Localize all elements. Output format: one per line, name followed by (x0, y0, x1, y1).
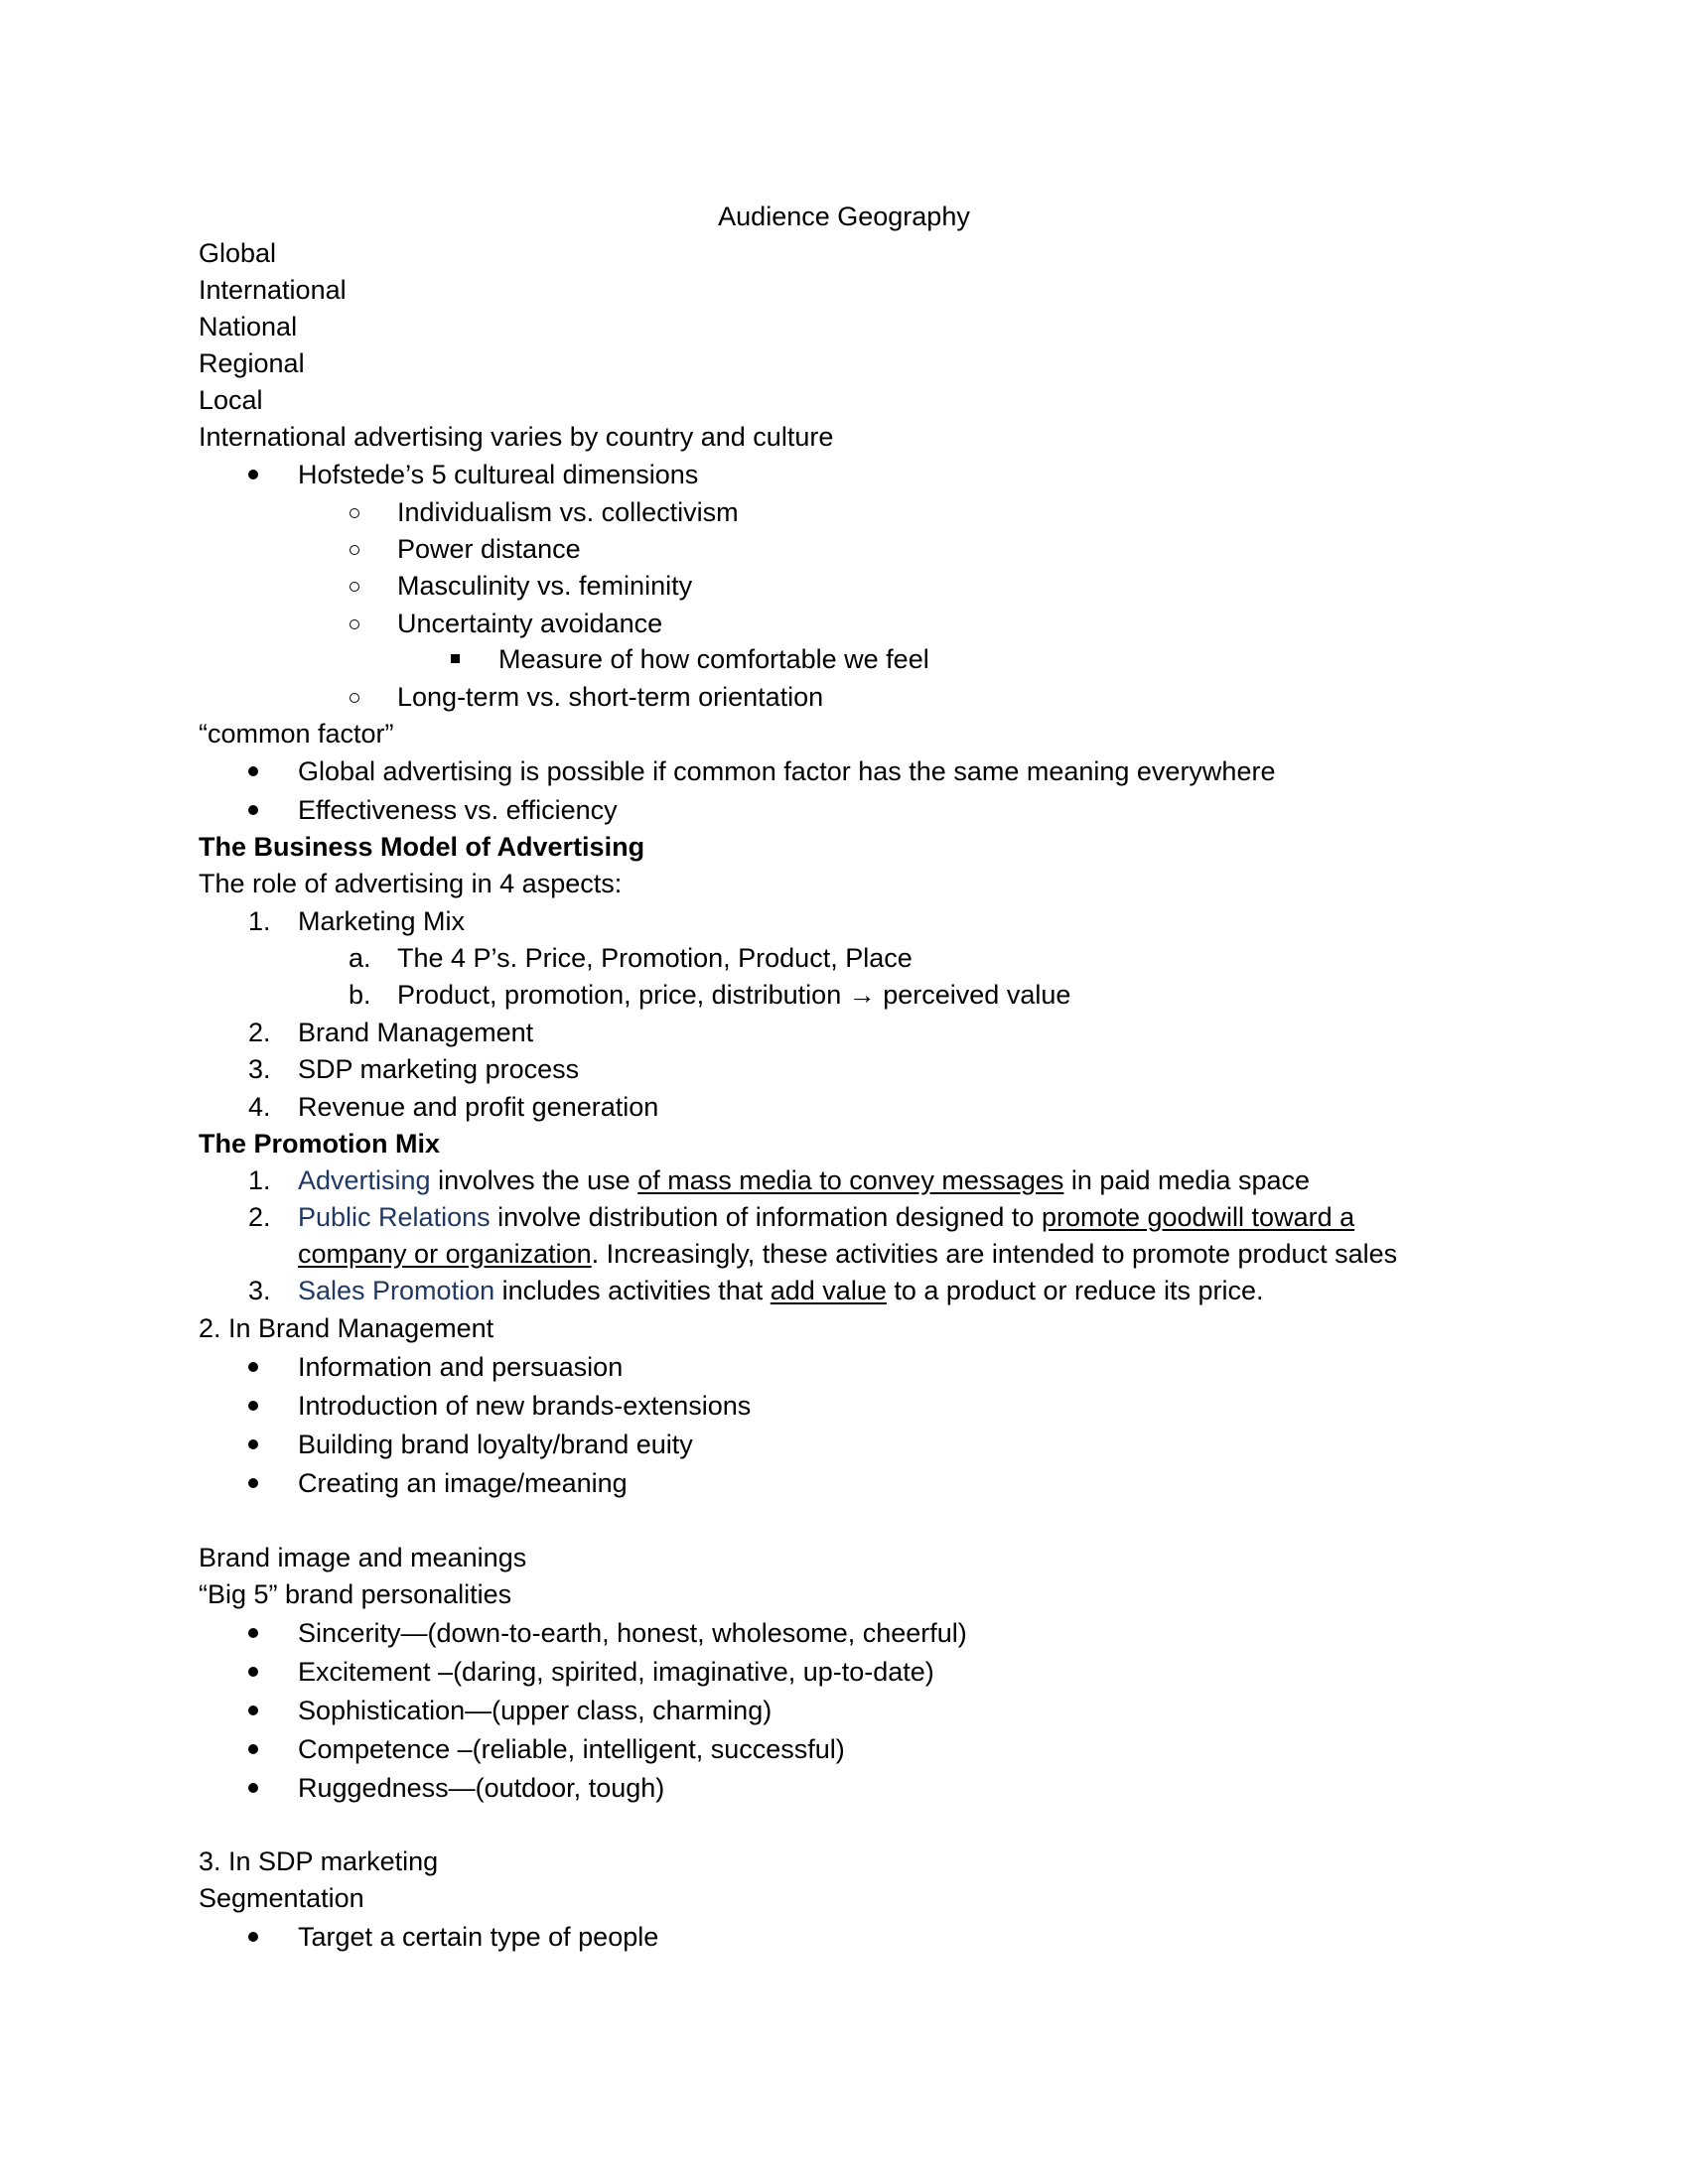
list-marker: 2. (248, 1018, 271, 1047)
business-model-item-1: Marketing Mix (298, 906, 466, 936)
list-marker: 3. (248, 1276, 271, 1305)
bullet-disc-icon (248, 1706, 258, 1715)
big5-bullet-2: Excitement –(daring, spirited, imaginative, up-to-date) (298, 1657, 934, 1687)
brand-mgmt-bullet-1: Information and persuasion (298, 1352, 624, 1382)
sub-b-text: Product, promotion, price, distribution (397, 980, 842, 1010)
bullet-disc-icon (248, 470, 258, 479)
promotion-item-pr-line2 (298, 1236, 1397, 1272)
geo-level-global: Global (199, 238, 277, 268)
segmentation-label: Segmentation (199, 1883, 364, 1913)
text-segment: involve distribution of information designed to (490, 1202, 1042, 1232)
hofstede-dim-3: Masculinity vs. femininity (397, 571, 693, 601)
list-marker: 2. (248, 1202, 271, 1232)
brand-mgmt-bullet-3: Building brand loyalty/brand euity (298, 1430, 693, 1459)
text-segment: involves the use (430, 1165, 638, 1195)
bullet-disc-icon (248, 1628, 258, 1638)
marketing-mix-sub-a: The 4 P’s. Price, Promotion, Product, Place (397, 943, 913, 973)
list-marker: 1. (248, 906, 271, 936)
bullet-disc-icon (248, 1667, 258, 1677)
text-segment: includes activities that (494, 1276, 771, 1305)
business-model-item-2: Brand Management (298, 1018, 534, 1047)
bullet-circle-icon (350, 693, 359, 703)
hofstede-label: Hofstede’s 5 cultureal dimensions (298, 460, 699, 489)
brand-image-heading: Brand image and meanings (199, 1543, 527, 1572)
underlined-segment: company or organization (298, 1239, 592, 1269)
list-marker: 4. (248, 1092, 271, 1122)
term-public-relations: Public Relations (298, 1202, 491, 1232)
big5-label: “Big 5” brand personalities (199, 1579, 512, 1609)
underlined-segment: add value (770, 1276, 887, 1305)
hofstede-dim-5: Long-term vs. short-term orientation (397, 682, 824, 712)
list-marker: b. (349, 980, 371, 1010)
big5-bullet-1: Sincerity—(down-to-earth, honest, wholesome, cheerful) (298, 1618, 967, 1648)
bullet-disc-icon (248, 1783, 258, 1793)
term-advertising: Advertising (298, 1165, 431, 1195)
sdp-bullet-1: Target a certain type of people (298, 1922, 659, 1952)
bullet-disc-icon (248, 1439, 258, 1449)
underlined-segment: promote goodwill toward a (1041, 1202, 1355, 1232)
promotion-item-advertising (298, 1162, 1310, 1198)
hofstede-dim-2: Power distance (397, 534, 581, 564)
term-sales-promotion: Sales Promotion (298, 1276, 495, 1305)
geo-level-local: Local (199, 385, 263, 415)
sdp-heading: 3. In SDP marketing (199, 1846, 439, 1876)
bullet-circle-icon (350, 545, 359, 555)
text-segment: in paid media space (1063, 1165, 1311, 1195)
text-segment: to a product or reduce its price. (886, 1276, 1264, 1305)
bullet-disc-icon (248, 1744, 258, 1754)
bullet-disc-icon (248, 766, 258, 776)
bullet-square-icon (451, 654, 460, 663)
business-model-heading: The Business Model of Advertising (199, 832, 645, 862)
common-factor-bullet-2: Effectiveness vs. efficiency (298, 795, 618, 825)
bullet-disc-icon (248, 1401, 258, 1411)
big5-bullet-5: Ruggedness—(outdoor, tough) (298, 1773, 665, 1803)
text-segment: . Increasingly, these activities are intended to promote product sales (591, 1239, 1398, 1269)
brand-mgmt-bullet-2: Introduction of new brands-extensions (298, 1391, 752, 1421)
bullet-disc-icon (248, 1932, 258, 1942)
promotion-item-pr-line1 (298, 1199, 1354, 1235)
underlined-segment: of mass media to convey messages (637, 1165, 1064, 1195)
brand-management-heading: 2. In Brand Management (199, 1313, 494, 1343)
geo-level-national: National (199, 312, 298, 341)
business-model-item-4: Revenue and profit generation (298, 1092, 659, 1122)
marketing-mix-sub-b (397, 977, 1070, 1013)
business-model-item-3: SDP marketing process (298, 1054, 580, 1084)
list-marker: 3. (248, 1054, 271, 1084)
geo-level-international: International (199, 275, 347, 305)
sub-b-result: perceived value (883, 980, 1071, 1010)
big5-bullet-3: Sophistication—(upper class, charming) (298, 1696, 773, 1725)
promotion-mix-heading: The Promotion Mix (199, 1129, 440, 1159)
bullet-circle-icon (350, 619, 359, 629)
uncertainty-sub: Measure of how comfortable we feel (498, 644, 929, 674)
arrow-right-icon: → (848, 980, 876, 1010)
big5-bullet-4: Competence –(reliable, intelligent, successful) (298, 1734, 845, 1764)
common-factor-label: “common factor” (199, 719, 394, 749)
geo-level-regional: Regional (199, 348, 305, 378)
bullet-disc-icon (248, 805, 258, 815)
common-factor-bullet-1: Global advertising is possible if common factor has the same meaning everywhere (298, 756, 1276, 786)
hofstede-dim-4: Uncertainty avoidance (397, 609, 663, 638)
promotion-item-sales (298, 1273, 1264, 1308)
bullet-circle-icon (350, 582, 359, 592)
list-marker: 1. (248, 1165, 271, 1195)
list-marker: a. (349, 943, 371, 973)
bullet-disc-icon (248, 1362, 258, 1372)
brand-mgmt-bullet-4: Creating an image/meaning (298, 1468, 628, 1498)
bullet-disc-icon (248, 1478, 258, 1488)
page-title: Audience Geography (718, 202, 970, 231)
intl-intro: International advertising varies by country and culture (199, 422, 834, 452)
business-model-intro: The role of advertising in 4 aspects: (199, 869, 623, 898)
hofstede-dim-1: Individualism vs. collectivism (397, 497, 739, 527)
bullet-circle-icon (350, 508, 359, 518)
